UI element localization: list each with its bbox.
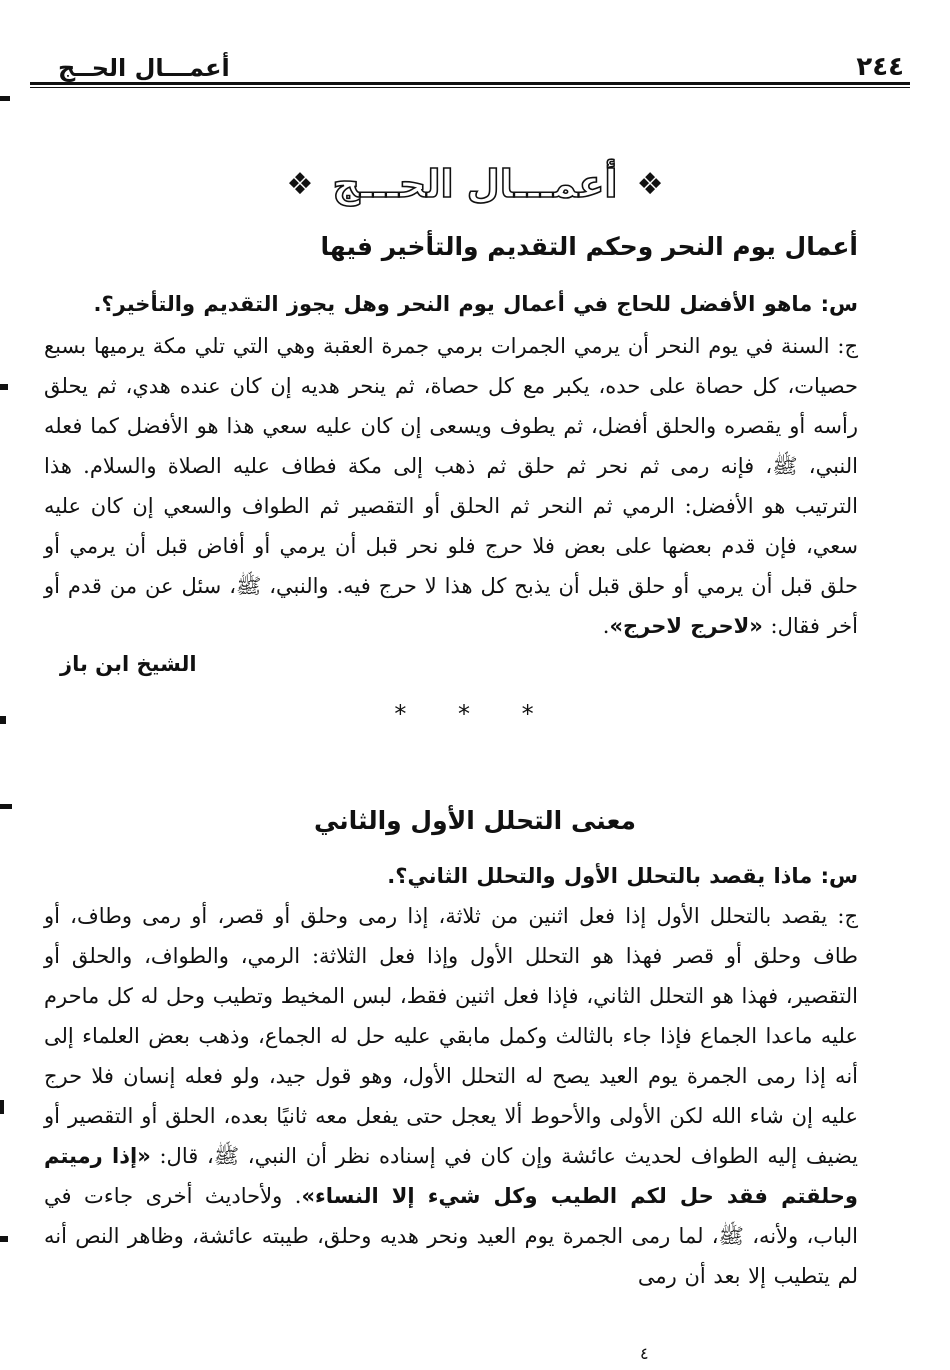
answer-text: ج: السنة في يوم النحر أن يرمي الجمرات برمي جمرة العقبة وهي التي تلي مكة يرميها بسبع حصيات، كل حصاة على حده، يكبر مع كل حصاة، ثم ينحر هديه إن كان عنده هدي، ثم يحلق رأسه أو يقصره والحلق أفضل، ثم يطوف ويسعى إن كان عليه سعي هذا هو الأفضل كما فعله النبي، ﷺ، فإنه رمى ثم نحر ثم حلق ثم ذهب إلى مكة فطاف عليه الصلاة والسلام. هذا الترتيب هو الأفضل: الرمي ثم النحر ثم الحلق أو التقصير ثم الطواف والسعي إن كان عليه سعي، فإن قدم بعضها على بعض فلا حرج فلو نحر قبل أن يرمي أو أفاض قبل أن يرمي أو حلق قبل أن يرمي أو حلق قبل أن يذبح كل هذا لا حرج فيه. والنبي، ﷺ، سئل عن من قدم أو أخر فقال: xyxy=(44,334,858,638)
hadith-quote: «إذا رميتم وحلقتم فقد حل لكم الطيب وكل شيء إلا النساء» xyxy=(44,1144,858,1208)
hadith-quote: «لاحرج لاحرج» xyxy=(609,614,763,638)
answer-text: ج: يقصد بالتحلل الأول إذا فعل اثنين من ثلاثة، إذا رمى وحلق أو قصر، أو رمى وطاف، أو طاف وحلق أو قصر فهذا هو التحلل الأول وإذا فعل الثلاثة: الرمي، والطواف، والحلق أو التقصير، فهذا هو التحلل الثاني، فإذا فعل اثنين فقط، لبس المخيط وتطيب وحل له كل ماحرم عليه ماعدا الجماع فإذا جاء بالثالث وكمل مابقي عليه حل له الجماع، وذهب بعض العلماء إلى أنه إذا رمى الجمرة يوم العيد يصح له التحلل الأول، وهو قول جيد، ولو فعله إنسان فلا حرج عليه إن شاء الله لكن الأولى والأحوط ألا يعجل حتى يفعل معه ثانيًا بعده، الحلق أو التقصير أو يضيف إليه الطواف لحديث عائشة وإن كان في إسناده نظر أن النبي، ﷺ، قال: xyxy=(44,904,858,1168)
chapter-title-text: أعمـــال الحـــج xyxy=(332,162,618,206)
answer-paragraph xyxy=(44,896,858,1296)
section-separator: * * * xyxy=(394,700,556,728)
answer-paragraph xyxy=(44,326,858,646)
header-rule-thin xyxy=(30,87,910,88)
section-heading: أعمال يوم النحر وحكم التقديم والتأخير فيها xyxy=(320,232,858,261)
margin-mark xyxy=(0,1100,4,1114)
running-title: أعمـــال الحــج xyxy=(58,54,230,82)
question-paragraph xyxy=(44,856,858,896)
answer-text-continued: . ولأحاديث أخرى جاءت في الباب، ولأنه، ﷺ، لما رمى الجمرة يوم العيد ونحر هديه وحلق، طيبته عائشة، وظاهر النص أنه لم يتطيب إلا بعد أن رمى xyxy=(44,1184,858,1288)
header-rule xyxy=(30,82,910,85)
footer-mark: ٤ xyxy=(640,1344,649,1363)
margin-mark xyxy=(0,384,8,390)
page-number: ٢٤٤ xyxy=(856,52,904,82)
chapter-title xyxy=(0,162,950,222)
answer-end: . xyxy=(602,614,610,638)
ornament-icon: ❖ xyxy=(286,166,314,202)
question-text: س: ماذا يقصد بالتحلل الأول والتحلل الثاني؟. xyxy=(387,864,858,888)
question-paragraph xyxy=(44,284,858,324)
margin-mark xyxy=(0,1236,8,1242)
ornament-icon: ❖ xyxy=(636,166,664,202)
running-header xyxy=(30,40,910,88)
section-heading: معنى التحلل الأول والثاني xyxy=(313,806,637,835)
question-text: س: ماهو الأفضل للحاج في أعمال يوم النحر وهل يجوز التقديم والتأخير؟. xyxy=(93,292,858,316)
author-attribution: الشيخ ابن باز xyxy=(60,652,197,676)
margin-mark xyxy=(0,96,10,101)
